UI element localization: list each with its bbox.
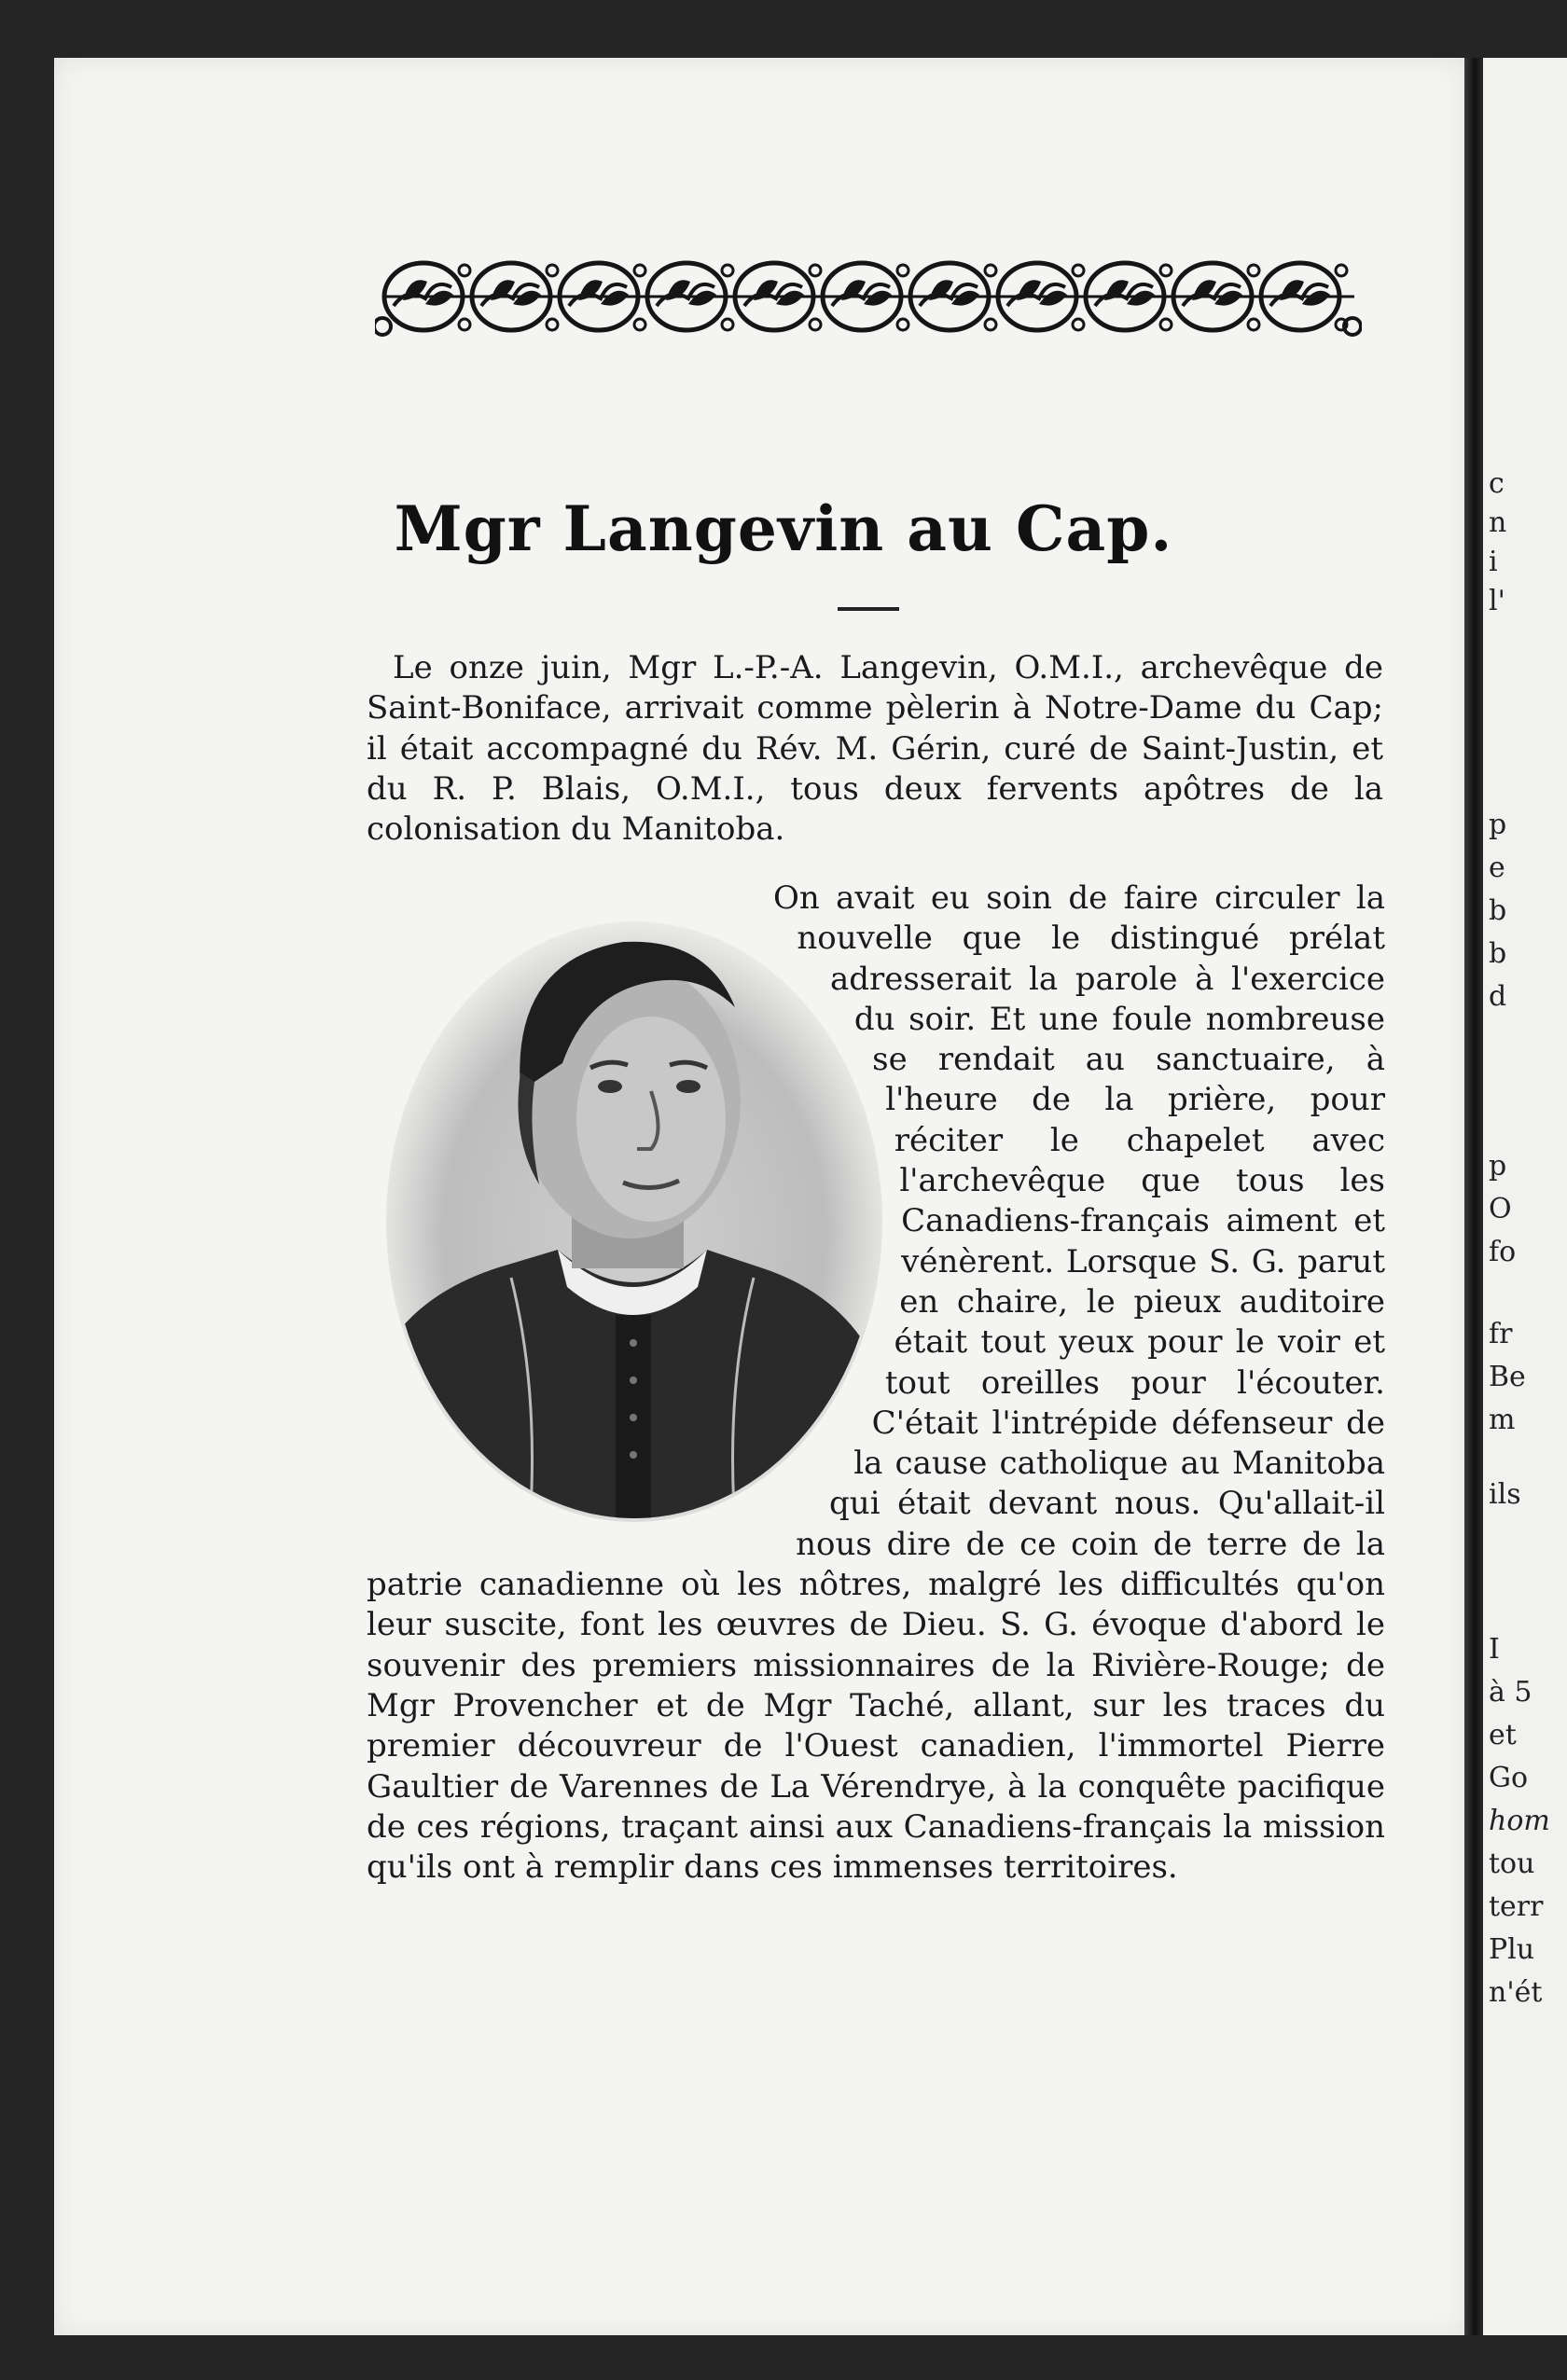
portrait-engraving (371, 905, 894, 1525)
adjacent-fragment: Be (1489, 1361, 1526, 1393)
adjacent-fragment: d (1489, 980, 1507, 1013)
adjacent-fragment: I (1489, 1633, 1500, 1666)
adjacent-fragment: tou (1489, 1847, 1535, 1880)
article-paragraph-1: Le onze juin, Mgr L.-P.-A. Langevin, O.M.I., archevêque de Saint-Boniface, arrivait comme pèlerin à Notre-Dame du Cap; il était accompagné du Rév. M. Gérin, curé de Saint-Justin, et du R. P. Blais, O.M.I., tous deux fervents apôtres de la colonisation du Manitoba. (367, 649, 1383, 849)
adjacent-fragment: l' (1489, 585, 1505, 617)
adjacent-fragment: fr (1489, 1318, 1513, 1350)
article-title: Mgr Langevin au Cap. (394, 492, 1173, 565)
adjacent-fragment: hom (1489, 1805, 1550, 1837)
adjacent-fragment: ils (1489, 1478, 1521, 1511)
adjacent-fragment: i (1489, 546, 1498, 578)
adjacent-fragment: à 5 (1489, 1676, 1532, 1709)
title-rule (838, 607, 899, 611)
adjacent-fragment: b (1489, 894, 1507, 927)
decorative-leaf-border (375, 250, 1362, 343)
adjacent-fragment: n'ét (1489, 1976, 1543, 2009)
adjacent-fragment: b (1489, 937, 1507, 970)
adjacent-fragment: Go (1489, 1762, 1529, 1794)
adjacent-fragment: m (1489, 1404, 1516, 1436)
adjacent-fragment: p (1489, 1150, 1507, 1183)
adjacent-fragment: Plu (1489, 1933, 1535, 1966)
adjacent-fragment: c (1489, 467, 1505, 500)
adjacent-fragment: n (1489, 506, 1507, 539)
adjacent-page-edge (1483, 58, 1567, 2335)
book-gutter (1464, 58, 1483, 2335)
adjacent-fragment: et (1489, 1719, 1517, 1751)
adjacent-fragment: p (1489, 809, 1507, 841)
adjacent-fragment: fo (1489, 1236, 1517, 1268)
adjacent-fragment: terr (1489, 1890, 1544, 1923)
article-paragraph-2: On avait eu soin de faire circuler la nouvelle que le distingué prélat adresserait la parole à l'exercice du soir. Et une foule nombreuse se rendait au sanctuaire, à l'heure de la prière, pour réciter le chapelet avec l'archevêque que tous les Canadiens-français aiment et vénèrent. Lorsque S. G. parut en chaire, le pieux auditoire était tout yeux pour le voir et tout oreilles pour l'écouter. C'était l'intrépide défenseur de la cause catholique au Manitoba qui était devant nous. Qu'allait-il nous dire de ce coin de terre de la patrie canadienne où les nôtres, malgré les difficultés qu'on leur suscite, font les œuvres de Dieu. S. G. évoque d'abord le souvenir des premiers missionnaires de la Rivière-Rouge; de Mgr Provencher et de Mgr Taché, allant, sur les traces du premier découvreur de l'Ouest canadien, l'immortel Pierre Gaultier de Varennes de La Vérendrye, à la conquête pacifique de ces régions, traçant ainsi aux Canadiens-français la mission qu'ils ont à remplir dans ces immenses territoires. (367, 879, 1385, 1887)
adjacent-fragment: e (1489, 851, 1505, 884)
adjacent-fragment: O (1489, 1193, 1512, 1225)
